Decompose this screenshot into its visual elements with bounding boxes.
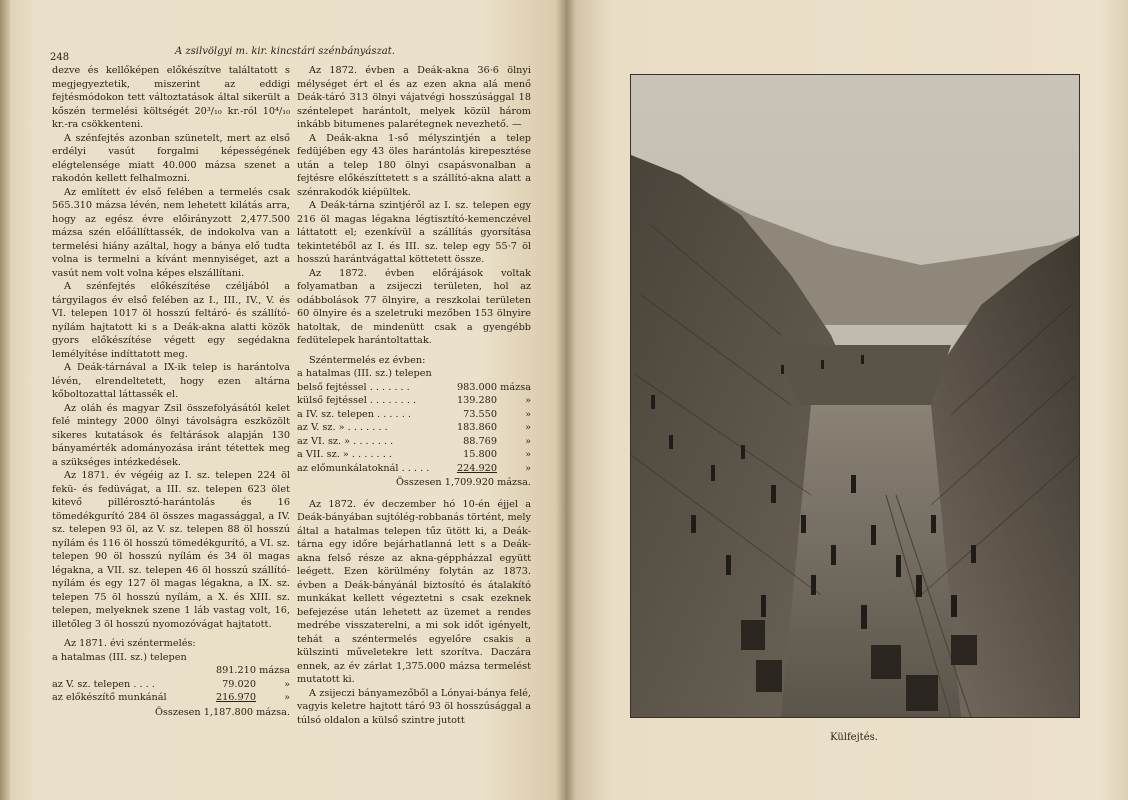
row-value: 15.800 (463, 449, 497, 460)
row-unit: mázsa (259, 665, 290, 676)
row-unit (256, 651, 290, 665)
paragraph: Az 1872. év deczember hó 10-én éjjel a Deák-bányában sujtólég-robbanás történt, mely által a hatalmas telepen tűz ütött ki, a Deák-tárna egy időre bejárhatlanná lett s a Deák-akna felső része az akna-géppházzal együtt leégett. Ezen körülmény folytán az 1873. évben a Deák-bányánál biztosító és átalakító munkákat kellett végeztetni s csak ezeknek befejezése után lehetett az üzemet a rendes medrébe visszaterelni, a mi sok időt igényelt, tehát a széntermelés egyelőre csakis a külszinti műveletekre lett szorítva. Daczára ennek, az év zárlat 1,375.000 mázsa termelést mutatott ki. (297, 498, 531, 685)
row-value: 183.860 (456, 422, 497, 433)
table-row (52, 678, 290, 692)
row-label: az VI. sz. » . . . . . . . (297, 435, 394, 447)
row-unit: » (525, 422, 531, 433)
table-row (52, 651, 290, 665)
row-value: 139.280 (456, 395, 497, 406)
table-row (297, 408, 531, 422)
row-label (52, 664, 209, 678)
row-value: 73.550 (463, 408, 497, 420)
paragraph: A zsijeczi bányamezőből a Lónyai-bánya felé, vagyis keletre hajtott táró 93 öl hosszúsággal a túlsó oldalon a külső szintre jutott (297, 687, 531, 726)
paragraph: A Deák-tárna szintjéről az I. sz. telepen egy 216 öl magas légakna légtisztító-kemenczével láttatott el; ezenkívül a szállítás gyorsítása tekintetéből az I. és III. sz. telep egy 55·7 öl hosszú harántvágattal köttetett össze. (297, 200, 531, 265)
paragraph: Az 1872. évben előrájások voltak folyamatban a zsijeczi területen, hol az odábbolások 77 ölnyire, a reszkolai területen 60 ölnyire és a szeletruki mezőben 153 ölnyire hatoltak, de mindenütt csak a gyengébb fedütelepek harántoltattak. (297, 267, 531, 346)
table-row (297, 367, 531, 381)
row-label: az előkészítő munkánál (52, 692, 167, 703)
paragraph: A Deák-tárnával a IX-ik telep is harántolva lévén, elrendeltetett, hogy ezen altárna kőboltozattal láttassék el. (52, 362, 290, 400)
table-title: Széntermelés ez évben: (309, 354, 426, 366)
paragraph: dezve és kellőképen előkészítve találtatott s megjegyeztetik, miszerint az eddigi fejtésmódokon tett változtatások által sikerült a kőszén termelési költségét 20³/₁₀ kr.-ról 10⁴/₁₀ kr.-ra csökkenteni. (52, 65, 290, 130)
running-head: A zsilvölgyi m. kir. kincstári szénbányászat. (175, 46, 395, 57)
row-value: 224.920 (456, 462, 497, 474)
paragraph: A szénfejtés előkészítése czéljából a tárgyilagos év első felében az I., III., IV., V. és VI. telepen 1017 öl hosszú feltáró- és szállító-nyílám hajtatott ki s a Deák-akna alatti közök gyors előkészítése végett egy segédakna lemélyítése indíttatott meg. (52, 281, 290, 360)
table-row (52, 691, 290, 705)
row-value: 88.769 (463, 435, 497, 447)
row-unit (497, 367, 531, 381)
page-number: 248 (50, 52, 70, 63)
table-title: Az 1871. évi széntermelés: (64, 638, 196, 649)
row-label: külső fejtéssel . . . . . . . . (297, 395, 417, 406)
row-value (451, 367, 497, 381)
paragraph: A Deák-akna 1-ső mélyszintjén a telep fedüjében egy 43 öles harántolás kirepesztése után a telep 180 ölnyi csapásvonalban a fejtésre előkészíttetett s a szállító-akna alatt a szénrakodók kiépültek. (297, 132, 531, 198)
table-row (297, 421, 531, 435)
row-unit: » (525, 395, 531, 406)
table-row (52, 664, 290, 678)
row-label: az V. sz. telepen . . . . (52, 678, 155, 690)
row-label: az előmunkálatoknál . . . . . (297, 462, 430, 474)
row-value: 79.020 (222, 678, 256, 690)
photo-illustration (631, 75, 1079, 717)
table-total: Összesen 1,709.920 mázsa. (395, 477, 531, 488)
paragraph: A szénfejtés azonban szünetelt, mert az első erdélyi vasút forgalmi képességének elégtelensége miatt 40.000 mázsa szenet a rakodón kellett felhalmozni. (52, 132, 290, 184)
table-row (297, 381, 531, 395)
table-row (297, 448, 531, 462)
page-edge (0, 0, 10, 800)
row-value: 216.970 (215, 692, 256, 703)
text-column-2 (297, 64, 531, 727)
table-row (297, 435, 531, 449)
row-unit: » (284, 692, 290, 703)
row-label: a hatalmas (III. sz.) telepen (297, 368, 432, 379)
production-table-1872 (297, 367, 531, 475)
row-unit: » (525, 462, 531, 474)
row-unit: mázsa (500, 381, 531, 393)
quarry-photograph (630, 74, 1080, 718)
paragraph: Az oláh és magyar Zsil összefolyásától kelet felé mintegy 2000 ölnyi távolságra eszközölt sikeres kutatások és feltárások alapján 130 bányamérték adományozása iránt tétettek meg a szükséges intézkedések. (52, 402, 290, 468)
paragraph: Az említett év első felében a termelés csak 565.310 mázsa lévén, nem lehetett kilátás arra, hogy az egész évre előirányzott 2,477.500 mázsa szén előállíttassék, de indokolva van a termelési hiány azáltal, hogy a bánya elő tudta volna is termelni a kívánt mennyiséget, azt a vasút nem volt volna képes elszállítani. (52, 186, 290, 279)
row-unit: » (525, 408, 531, 420)
table-row (297, 394, 531, 408)
table-total: Összesen 1,187.800 mázsa. (154, 706, 290, 718)
photo-caption: Külfejtés. (830, 732, 878, 743)
row-value (209, 651, 256, 665)
row-label: belső fejtéssel . . . . . . . (297, 381, 410, 393)
row-value: 891.210 (215, 665, 256, 676)
row-label: a hatalmas (III. sz.) telepen (52, 651, 187, 663)
row-label: a VII. sz. » . . . . . . . (297, 449, 392, 460)
paragraph: Az 1871. év végéig az I. sz. telepen 224 öl fekü- és fedüvágat, a III. sz. telepen 623 ölet kitevő pillérosztó-harántolás és 16 tömedékgurító 284 öl összes magassággal, a IV. sz. telepen 93 öl, az V. sz. telepen 88 öl hosszú nyílám és 116 öl hosszú tömedékgurító, a VI. sz. telepen 90 öl hosszú nyílám és 34 öl magas légakna, a VII. sz. telepen 46 öl hosszú szállító-nyílám és egy 127 öl magas légakna, a IX. sz. telepen 75 öl hosszú nyílám, a X. és XIII. sz. telepen, melyeknek szene 1 láb vastag volt, 16, illetőleg 3 öl hosszú nyomozóvágat hajtatott. (52, 470, 290, 630)
table-row (297, 462, 531, 476)
upper-terrace (771, 345, 951, 405)
row-unit: » (525, 449, 531, 460)
production-table-1871 (52, 651, 290, 705)
row-unit: » (525, 435, 531, 447)
paragraph: Az 1872. évben a Deák-akna 36·6 ölnyi mélységet ért el és az ezen akna alá menő Deák-táró 313 ölnyi vájatvégi hosszúsággal 18 széntelepet harántolt, melyek közül három inkább bitumenes palarétegnek nevezhető. — (297, 65, 531, 130)
row-value: 983.000 (456, 381, 497, 393)
row-unit: » (284, 678, 290, 690)
row-label: a IV. sz. telepen . . . . . . (297, 408, 411, 420)
text-column-1 (52, 64, 290, 719)
row-label: az V. sz. » . . . . . . . (297, 422, 388, 433)
book-gutter (556, 0, 576, 800)
